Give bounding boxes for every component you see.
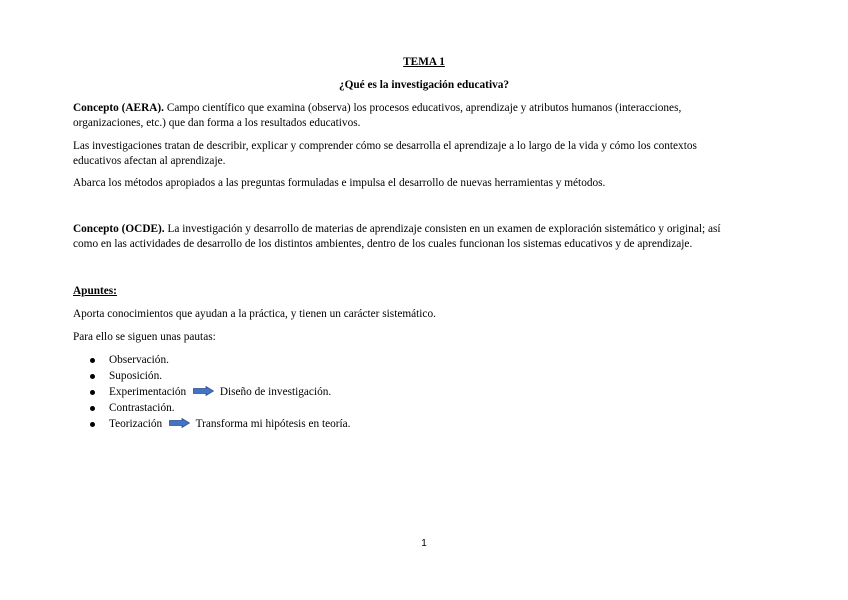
list-item [73,368,351,384]
list-item-text: Contrastación. [109,402,175,414]
page-number: 1 [421,538,427,549]
paragraph-2-line-2: educativos afectan al aprendizaje. [73,155,226,167]
bullet-dot-icon [90,422,95,427]
list-item-text: Experimentación [109,386,187,398]
ocde-line-1 [73,222,721,237]
aera-line-1 [73,101,681,116]
pautas-list [73,352,351,432]
ocde-line-2: como en las actividades de desarrollo de los distintos ambientes, dentro de los cuales funcionan los sistemas educativos y de aprendizaje. [73,238,693,250]
paragraph-3: Abarca los métodos apropiados a las preguntas formuladas e impulsa el desarrollo de nuevas herramientas y métodos. [73,177,606,189]
apuntes-intro: Aporta conocimientos que ayudan a la práctica, y tienen un carácter sistemático. [73,308,436,320]
list-item [73,416,351,432]
list-item-text: Observación. [109,354,169,366]
bullet-dot-icon [90,358,95,363]
bullet-dot-icon [90,374,95,379]
list-item-text: Teorización [109,418,163,430]
apuntes-pautas: Para ello se siguen unas pautas: [73,331,216,343]
right-arrow-icon [193,386,214,396]
list-item [73,400,351,416]
list-item-after-text: Diseño de investigación. [219,386,332,398]
page-title: TEMA 1 [403,56,445,68]
list-item-after-text: Transforma mi hipótesis en teoría. [195,418,351,430]
apuntes-heading: Apuntes: [73,285,117,297]
right-arrow-icon [169,418,190,428]
list-item [73,352,351,368]
aera-text-1: Campo científico que examina (observa) los procesos educativos, aprendizaje y atributos humanos (interacciones, [166,102,682,114]
list-item [73,384,351,400]
page-subtitle: ¿Qué es la investigación educativa? [338,79,510,91]
aera-label: Concepto (AERA). [73,102,164,114]
bullet-dot-icon [90,390,95,395]
bullet-dot-icon [90,406,95,411]
ocde-text-1: La investigación y desarrollo de materias de aprendizaje consisten en un examen de exploración sistemático y original; así [167,223,721,235]
ocde-label: Concepto (OCDE). [73,223,165,235]
list-item-text: Suposición. [109,370,163,382]
paragraph-2-line-1: Las investigaciones tratan de describir, explicar y comprender cómo se desarrolla el aprendizaje a lo largo de la vida y cómo los contextos [73,140,697,152]
aera-line-2: organizaciones, etc.) que dan forma a los resultados educativos. [73,117,361,129]
